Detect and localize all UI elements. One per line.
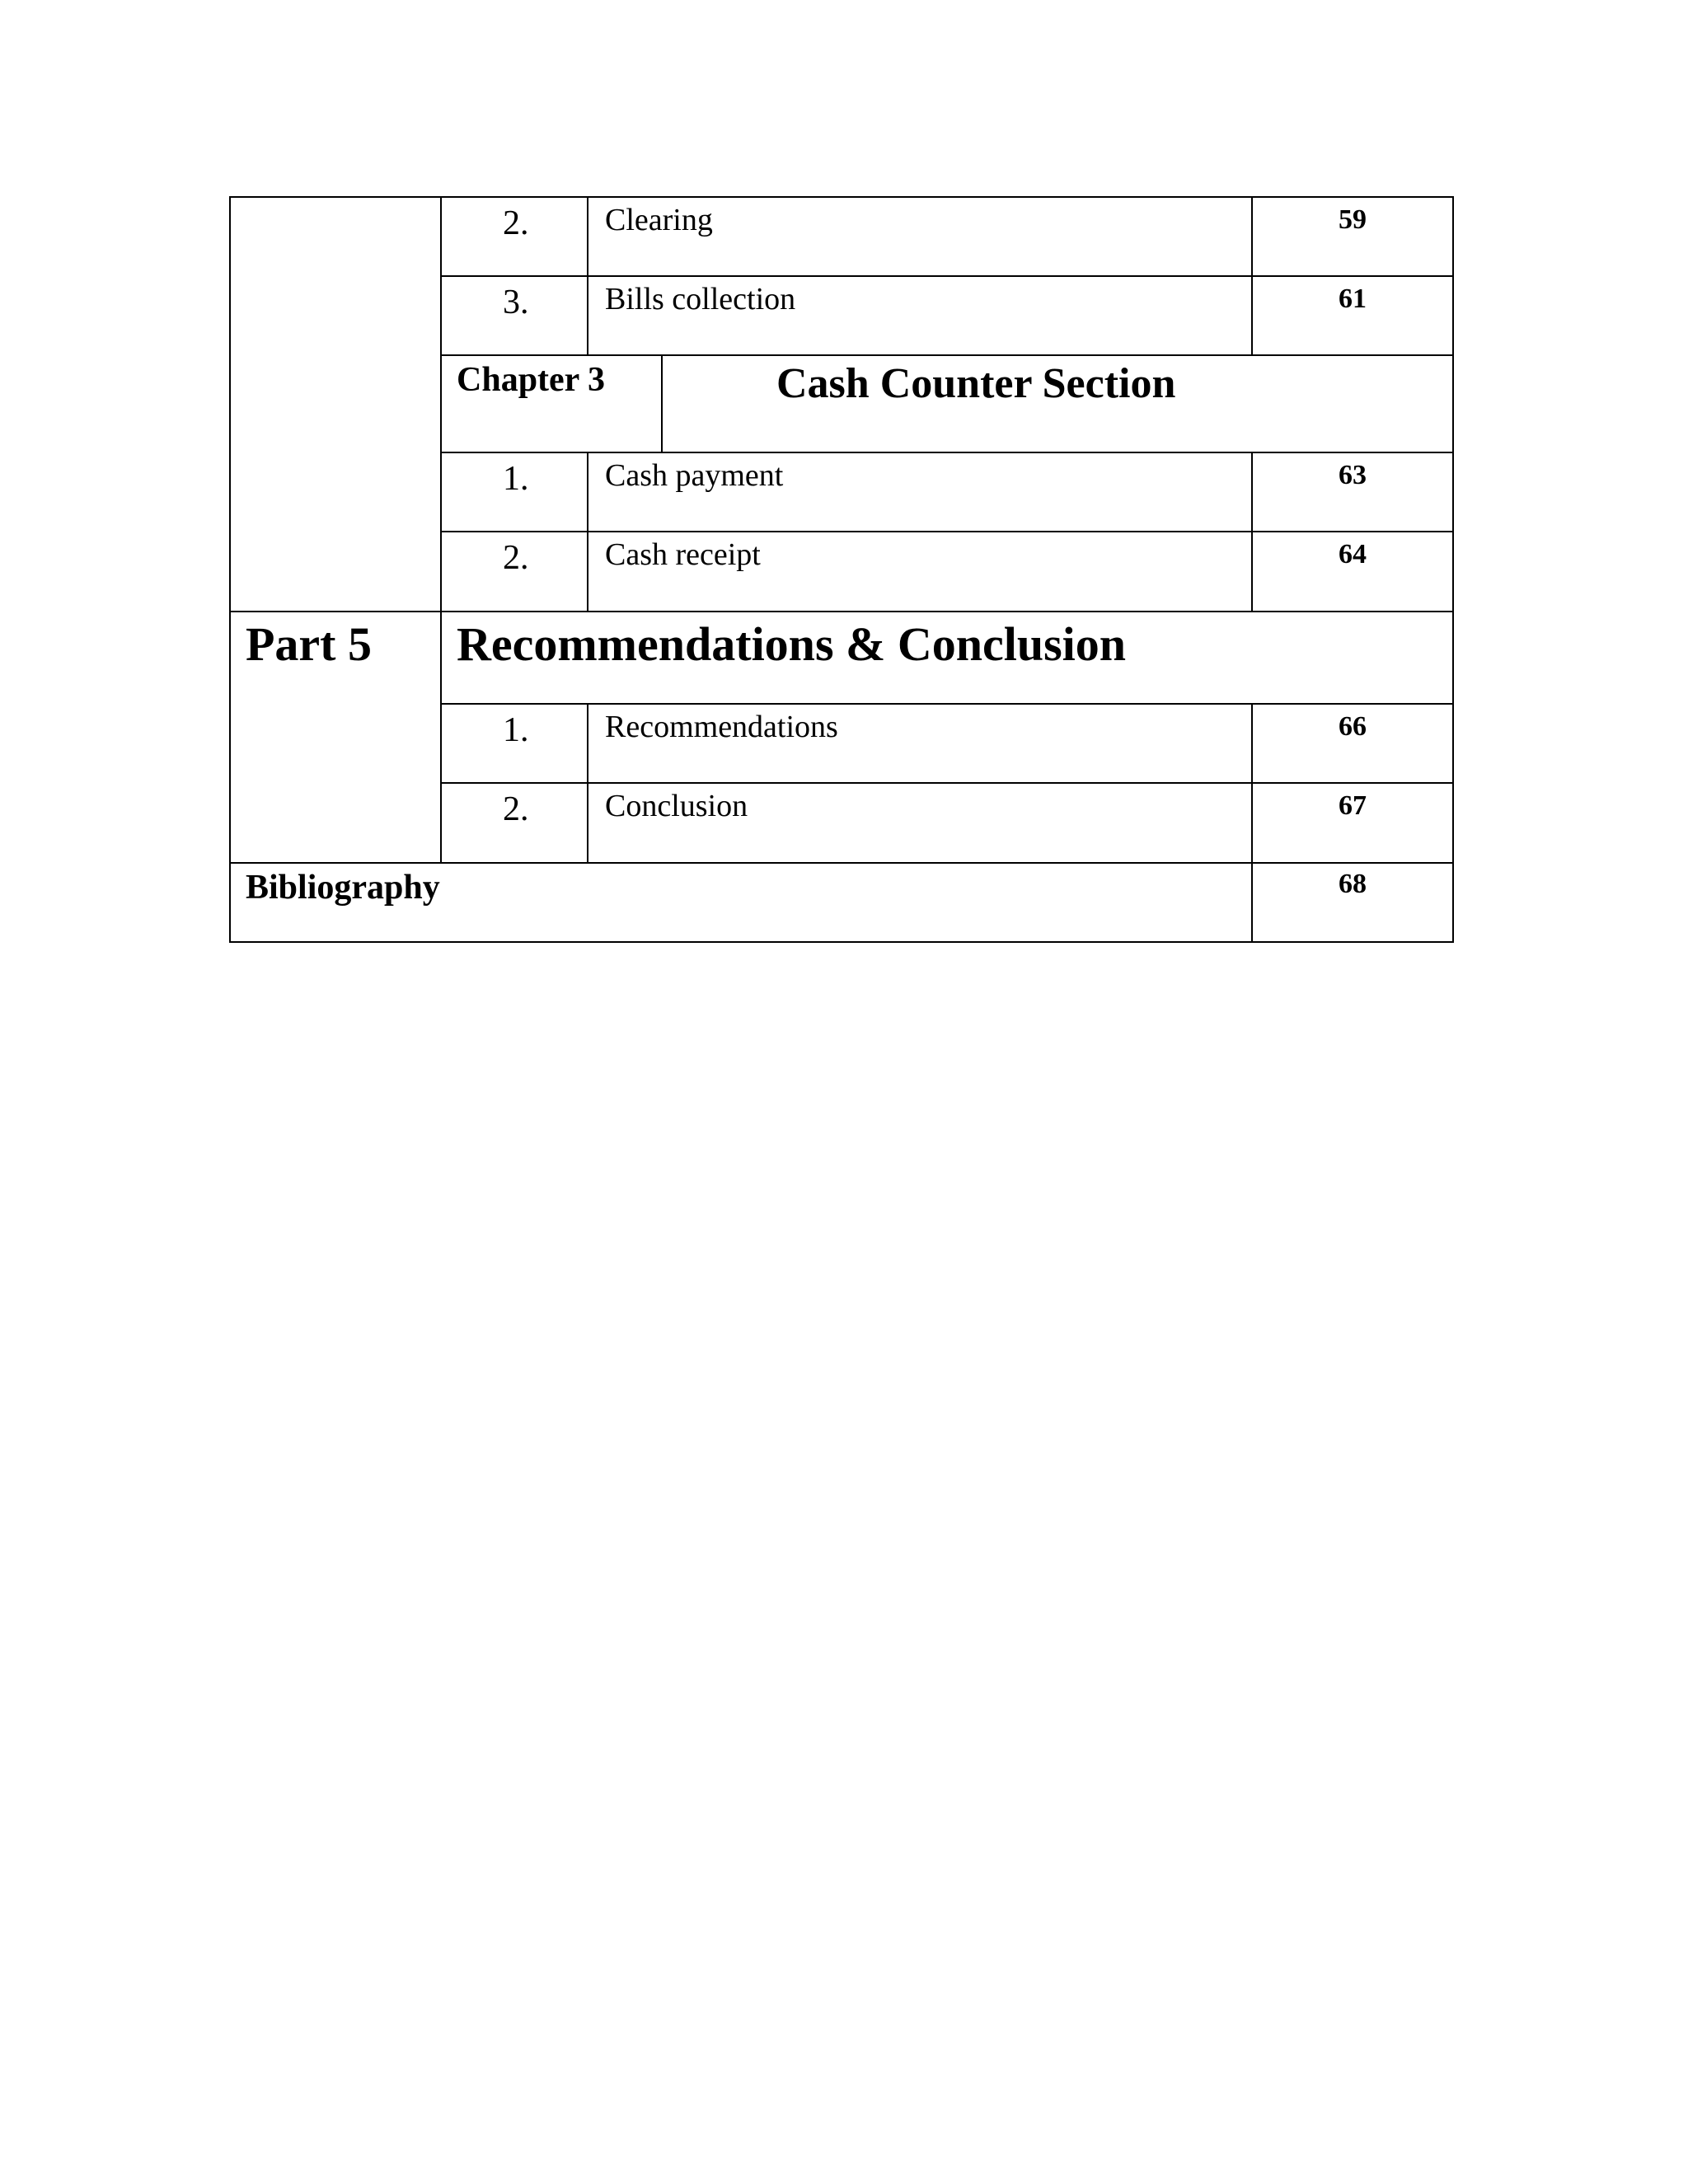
row-number: 2. [503,539,529,577]
row-title: Conclusion [605,789,748,823]
part5-label: Part 5 [246,617,372,671]
part5-title-cell [440,611,1454,705]
row-title: Bills collection [605,282,796,316]
row-page-number: 66 [1339,711,1367,742]
chapter3-label: Chapter 3 [457,361,606,399]
row-title: Recommendations [605,710,838,744]
row-page-number: 61 [1339,284,1367,314]
row-title: Clearing [605,203,713,237]
part5-title: Recommendations & Conclusion [457,617,1127,671]
row-cash-receipt-title-cell [587,531,1253,612]
row-title: Cash receipt [605,537,761,572]
row-conclusion-page-cell [1251,782,1454,864]
row-title: Cash payment [605,458,784,493]
row-cash-payment-title-cell [587,452,1253,532]
chapter3-title: Cash Counter Section [776,360,1176,407]
row-page-number: 64 [1339,539,1367,569]
row-conclusion-title-cell [587,782,1253,864]
row-recommendations-number-cell [440,703,588,784]
part5-label-cell [229,611,442,864]
row-bills-collection-title-cell [587,275,1253,356]
bibliography-page-number: 68 [1339,869,1367,899]
row-cash-payment-page-cell [1251,452,1454,532]
bibliography-label-cell [229,862,1253,943]
bibliography-label: Bibliography [246,869,440,907]
row-recommendations-page-cell [1251,703,1454,784]
row-bills-collection-number-cell [440,275,588,356]
row-number: 2. [503,790,529,828]
row-clearing-title-cell [587,196,1253,277]
bibliography-page-cell [1251,862,1454,943]
row-conclusion-number-cell [440,782,588,864]
row-number: 1. [503,711,529,749]
row-number: 3. [503,284,529,321]
row-clearing-number-cell [440,196,588,277]
row-number: 2. [503,204,529,242]
row-page-number: 59 [1339,204,1367,235]
row-clearing-page-cell [1251,196,1454,277]
row-page-number: 67 [1339,790,1367,821]
row-recommendations-title-cell [587,703,1253,784]
chapter3-label-cell [440,354,663,453]
part4-left-cell [229,196,442,612]
row-cash-receipt-number-cell [440,531,588,612]
row-number: 1. [503,460,529,498]
row-page-number: 63 [1339,460,1367,490]
row-cash-payment-number-cell [440,452,588,532]
row-bills-collection-page-cell [1251,275,1454,356]
row-cash-receipt-page-cell [1251,531,1454,612]
chapter3-title-cell [661,354,1454,453]
